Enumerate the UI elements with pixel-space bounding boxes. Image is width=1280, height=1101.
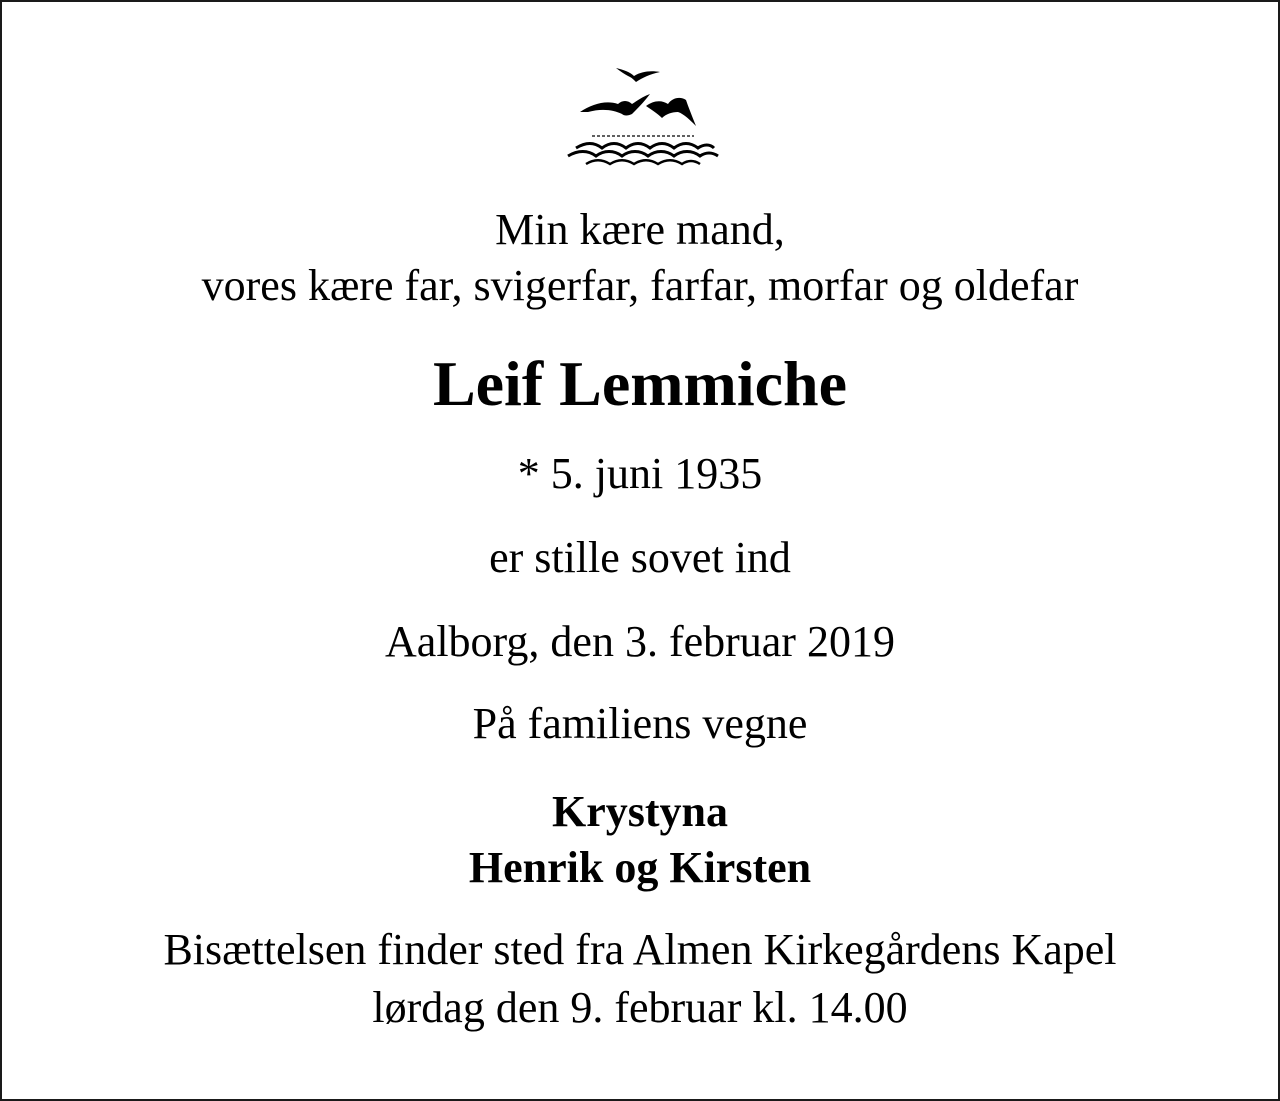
- intro-line-2: vores kære far, svigerfar, farfar, morfar og oldefar: [201, 261, 1079, 310]
- on-behalf-text: På familiens vegne: [472, 699, 808, 748]
- funeral-info-line-2: lørdag den 9. februar kl. 14.00: [372, 983, 908, 1032]
- seagulls-over-waves-icon: [562, 60, 722, 172]
- deceased-name: Leif Lemmiche: [432, 348, 848, 419]
- place-and-date: Aalborg, den 3. februar 2019: [385, 617, 895, 666]
- passed-away-text: er stille sovet ind: [489, 533, 791, 582]
- funeral-info-line-1: Bisættelsen finder sted fra Almen Kirkegårdens Kapel: [163, 925, 1117, 974]
- signatory-line-1: Krystyna: [552, 787, 728, 836]
- signatory-line-2: Henrik og Kirsten: [468, 843, 812, 892]
- birth-date: * 5. juni 1935: [517, 449, 763, 498]
- intro-line-1: Min kære mand,: [495, 205, 785, 254]
